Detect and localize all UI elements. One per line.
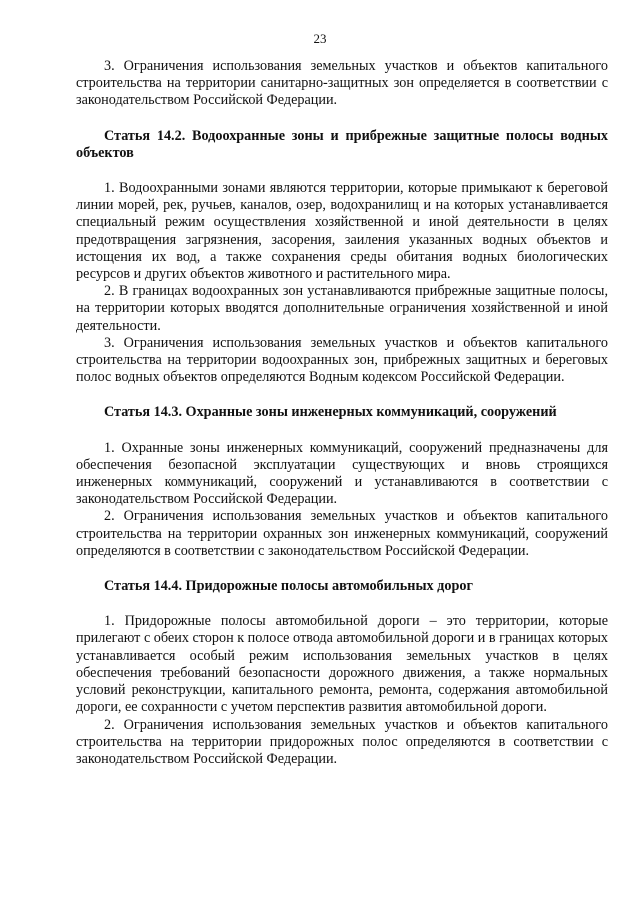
spacer — [76, 595, 608, 613]
paragraph-14-2-1: 1. Водоохранными зонами являются территории, которые примыкают к береговой линии морей, рек, ручьев, каналов, озер, водохранилищ и на которых устанавливается специальный режим осуществления хозяйственной и иной деятельности в целях предотвращения загрязнения, засорения, заиления указанных водных объектов и истощения их вод, а также сохранения среды обитания водных биологических ресурсов и других объектов животного и растительного мира. — [76, 180, 608, 283]
paragraph-14-4-2: 2. Ограничения использования земельных участков и объектов капитального строительства на территории придорожных полос определяются в соответствии с законодательством Российской Федерации. — [76, 716, 608, 767]
heading-article-14-3: Статья 14.3. Охранные зоны инженерных коммуникаций, сооружений — [104, 404, 557, 421]
paragraph-14-2-3: 3. Ограничения использования земельных участков и объектов капитального строительства на территории водоохранных зон, прибрежных защитных и береговых полос водных объектов определяются Водным кодексом Российской Федерации. — [76, 334, 608, 386]
spacer — [76, 162, 608, 180]
paragraph-14-3-2: 2. Ограничения использования земельных участков и объектов капитального строительства на территории охранных зон инженерных коммуникаций, сооружений определяются в соответствии с законодательством Российской Федерации. — [76, 508, 608, 559]
document-body — [76, 58, 608, 768]
paragraph-14-3-1: 1. Охранные зоны инженерных коммуникаций, сооружений предназначены для обеспечения безопасной эксплуатации существующих и вновь строящихся инженерных коммуникаций, сооружений и устанавливаются в соответствии с законодательством Российской Федерации. — [76, 439, 608, 508]
paragraph-14-2-2: 2. В границах водоохранных зон устанавливаются прибрежные защитные полосы, на территории которых вводятся дополнительные ограничения хозяйственной и иной деятельности. — [76, 283, 608, 334]
paragraph-14-1-3: 3. Ограничения использования земельных участков и объектов капитального строительства на территории санитарно-защитных зон определяется в соответствии с законодательством Российской Федерации. — [76, 58, 608, 109]
spacer — [76, 560, 608, 578]
spacer — [76, 110, 608, 128]
spacer — [76, 422, 608, 440]
paragraph-14-4-1: 1. Придорожные полосы автомобильной дороги – это территории, которые прилегают с обеих сторон к полосе отвода автомобильной дороги и в границах которых устанавливается особый режим использования земельных участков в целях обеспечения требований безопасности дорожного движения, а также нормальных условий реконструкции, капитального ремонта, ремонта, содержания автомобильной дороги, ее сохранности с учетом перспектив развития автомобильной дороги. — [76, 613, 608, 716]
heading-article-14-4: Статья 14.4. Придорожные полосы автомобильных дорог — [104, 578, 473, 595]
heading-article-14-2: Статья 14.2. Водоохранные зоны и прибрежные защитные полосы водных объектов — [76, 127, 608, 161]
page-number: 23 — [313, 31, 327, 46]
spacer — [76, 386, 608, 404]
